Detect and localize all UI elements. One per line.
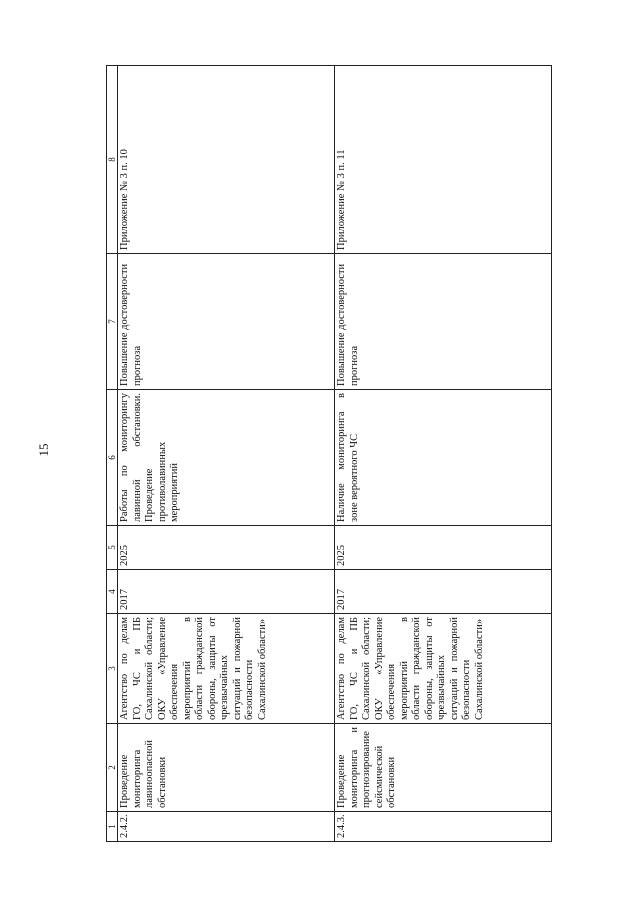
measures-table	[106, 65, 552, 842]
start-year: 2017	[118, 570, 335, 614]
header-col-1: 1	[107, 812, 118, 842]
expected-result: Работы по мониторингу лавинной обстановки. Проведение противолавинных мероприятий	[118, 390, 335, 526]
start-year: 2017	[335, 570, 552, 614]
table-row	[118, 66, 335, 842]
end-year: 2025	[118, 526, 335, 570]
header-col-3: 3	[107, 614, 118, 724]
header-col-6: 6	[107, 390, 118, 526]
appendix-link: Приложение № 3 п. 11	[335, 66, 552, 254]
header-col-8: 8	[107, 66, 118, 254]
measure-name: Проведение мониторинга и прогнозирование сейсмической обстановки	[335, 724, 552, 812]
table-container	[106, 66, 552, 842]
executor: Агентство по делам ГО, ЧС и ПБ Сахалинской области; ОКУ «Управление обеспечения мероприятий в области гражданской обороны, защиты от чрезвычайных ситуаций и пожарной безопасности Сахалинской области»	[118, 614, 335, 724]
table-row	[335, 66, 552, 842]
row-number: 2.4.3.	[335, 812, 552, 842]
header-col-4: 4	[107, 570, 118, 614]
header-col-2: 2	[107, 724, 118, 812]
expected-result: Наличие мониторинга в зоне вероятного ЧС	[335, 390, 552, 526]
effect: Повышение достоверности прогноза	[118, 254, 335, 390]
end-year: 2025	[335, 526, 552, 570]
measure-name: Проведение мониторинга лавиноопасной обстановки	[118, 724, 335, 812]
header-row	[107, 66, 118, 842]
header-col-7: 7	[107, 254, 118, 390]
header-col-5: 5	[107, 526, 118, 570]
executor: Агентство по делам ГО, ЧС и ПБ Сахалинской области; ОКУ «Управление обеспечения мероприятий в области гражданской обороны, защиты от чрезвычайных ситуаций и пожарной безопасности Сахалинской области»	[335, 614, 552, 724]
page-number: 15	[36, 443, 51, 457]
appendix-link: Приложение № 3 п. 10	[118, 66, 335, 254]
row-number: 2.4.2.	[118, 812, 335, 842]
effect: Повышение достоверности прогноза	[335, 254, 552, 390]
